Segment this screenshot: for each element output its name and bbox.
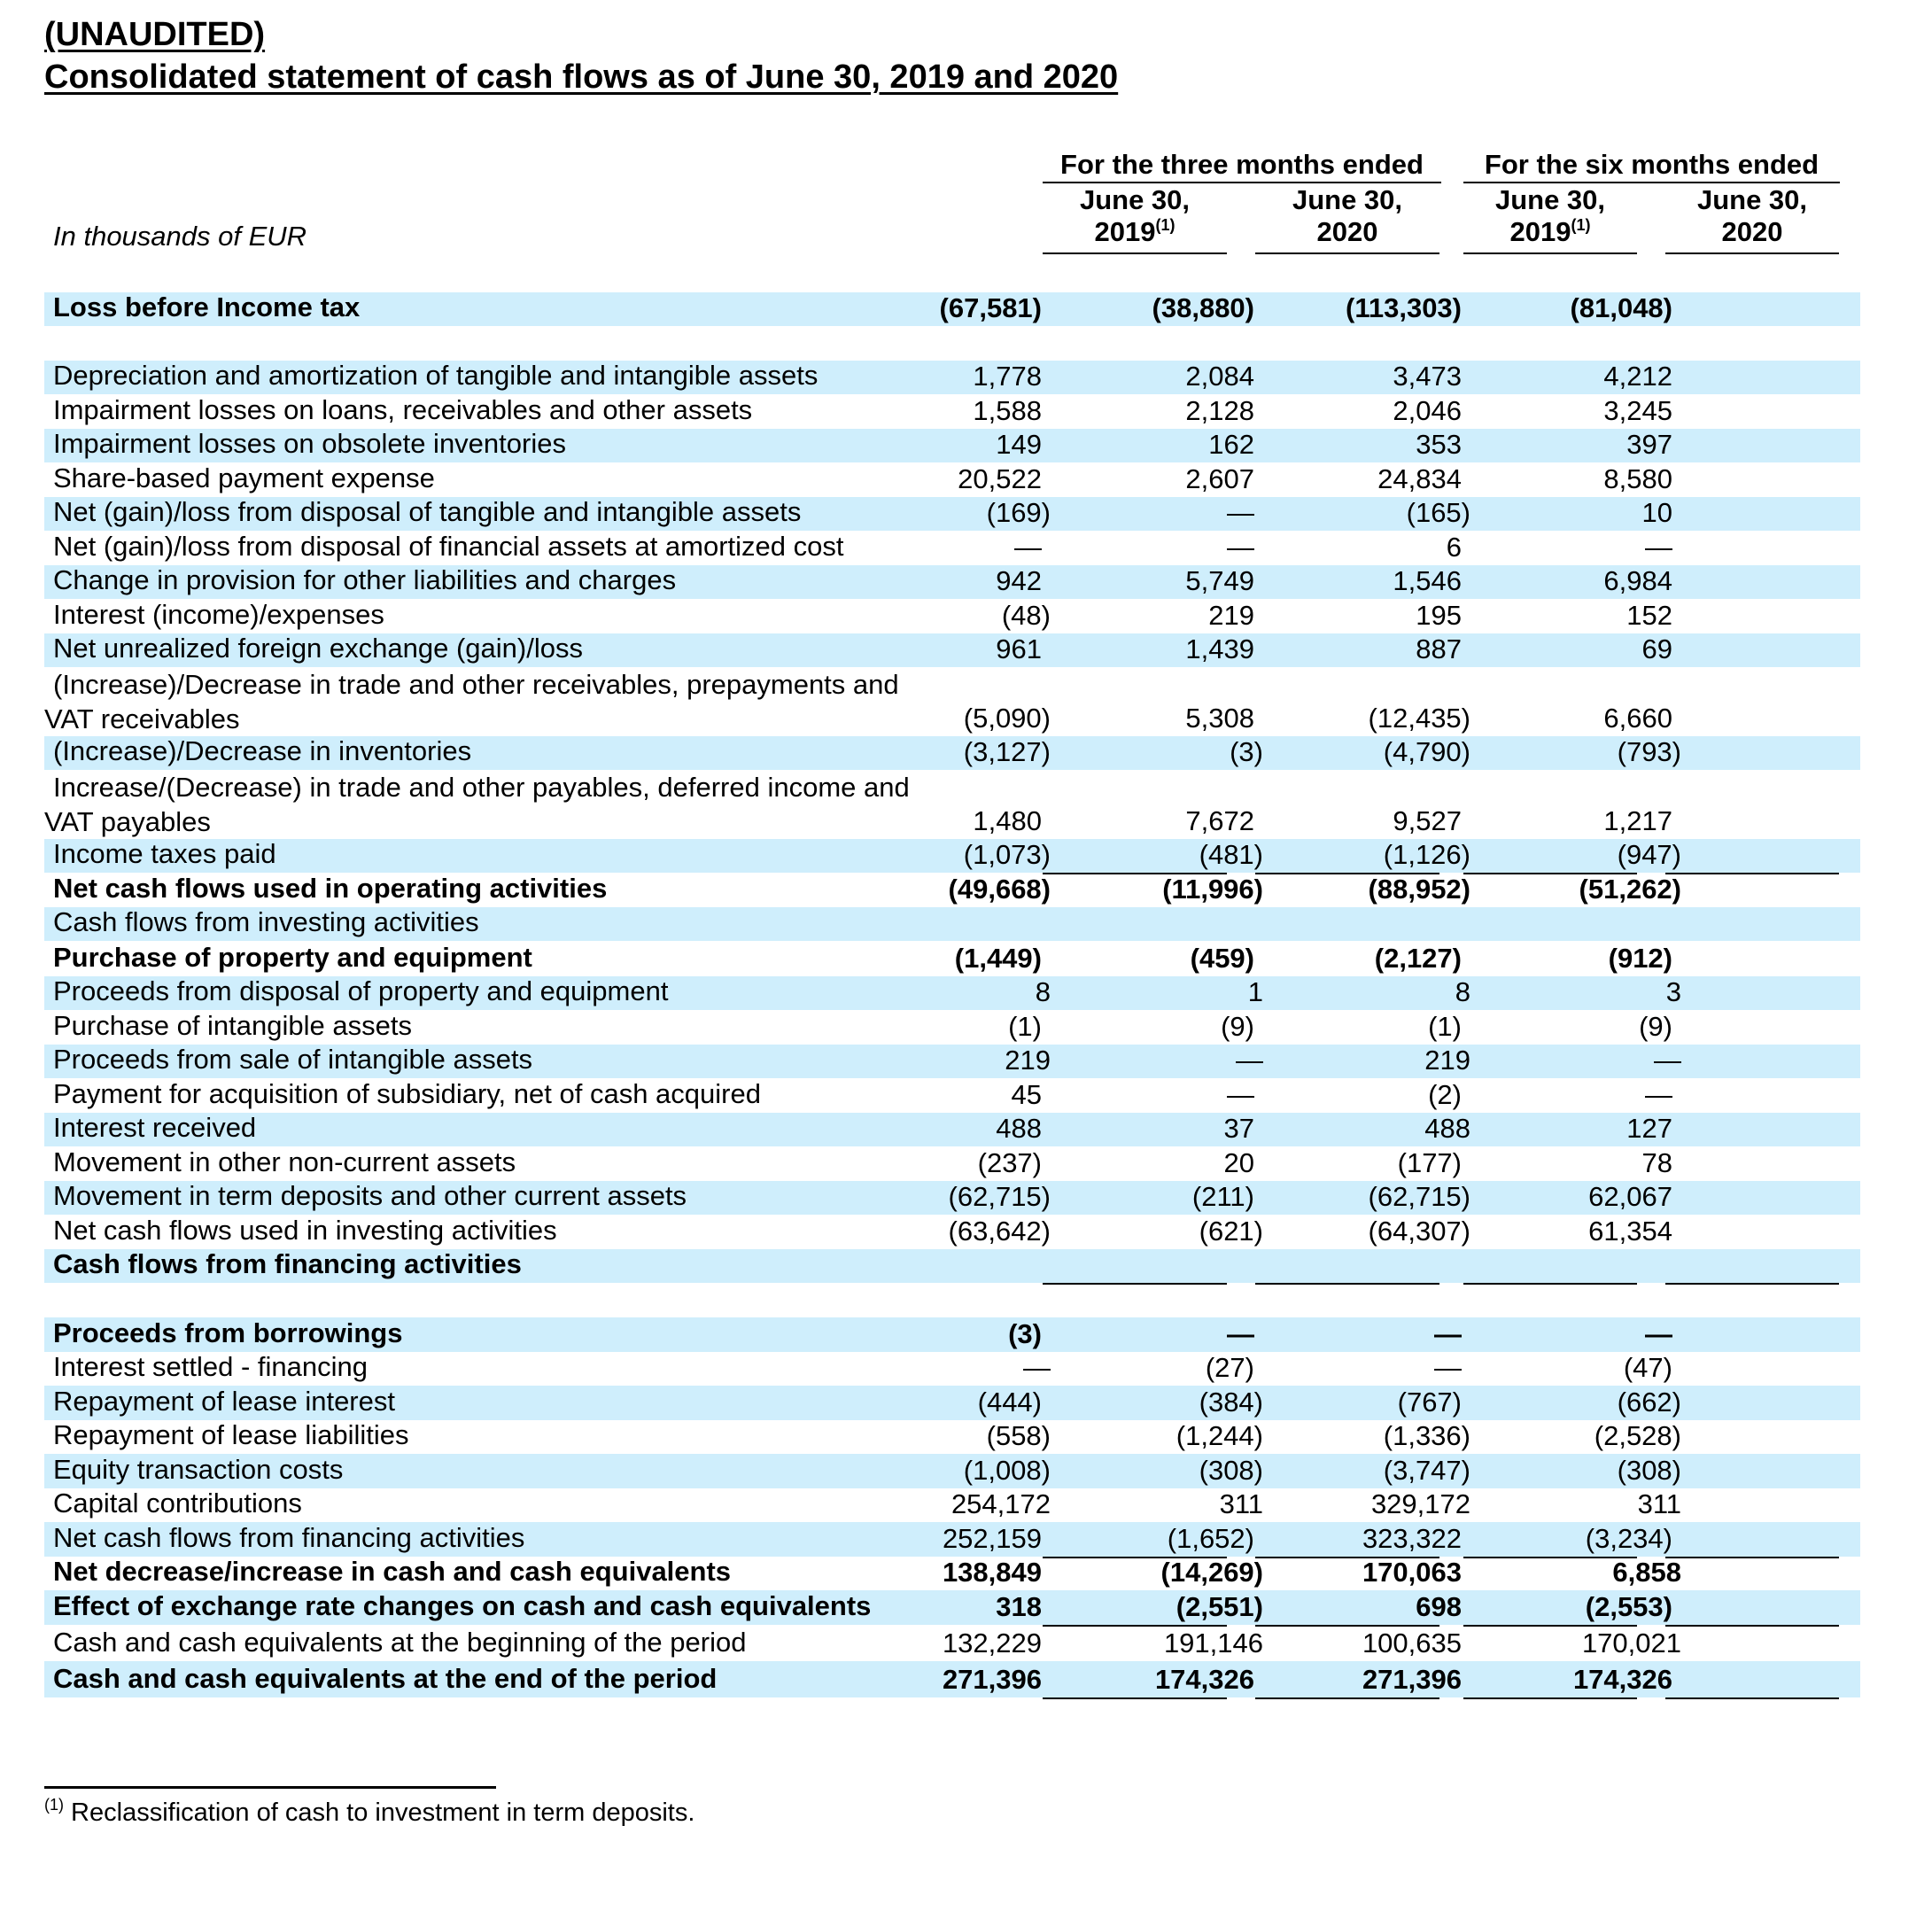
table-row [44,976,1860,1010]
row-label: Net (gain)/loss from disposal of financial assets at amortized cost [53,531,844,562]
footnote: $^{(1)}$ Reclassification of cash to investment in term deposits. [44,1796,695,1827]
cell-col-3: (4,790) [1383,736,1470,767]
cell-col-3: 8 [1455,976,1470,1007]
col-rule [1043,252,1227,254]
cell-col-1: 252,159 [942,1523,1042,1554]
table-row [44,394,1860,429]
table-row [44,1454,1860,1488]
page-title: Consolidated statement of cash flows as of June 30, 2019 and 2020 [44,58,1119,96]
cell-col-1: (169) [986,497,1051,528]
table-row [44,1557,1860,1590]
cell-col-4: 127 [1626,1113,1672,1144]
table-row [44,1010,1860,1045]
cell-col-3: (1) [1428,1011,1462,1042]
cell-col-1: 1,778 [973,361,1042,392]
row-label: Purchase of property and equipment [53,942,532,973]
row-label: Repayment of lease interest [53,1386,395,1417]
col-header-1: June 30, 2019$^{(1)}$ [1079,184,1191,247]
row-label: Proceeds from borrowings [53,1317,403,1348]
cell-col-3: 100,635 [1362,1627,1462,1659]
cell-col-4: 311 [1637,1488,1681,1519]
cell-col-4: (81,048) [1570,292,1672,323]
col-header-2: June 30, 2020 [1292,184,1403,247]
cell-col-3: 329,172 [1370,1488,1470,1519]
cell-col-3: 698 [1416,1591,1462,1622]
cell-col-4: (2,528) [1594,1420,1681,1451]
table-row [44,1249,1860,1283]
cell-col-2: (1,244) [1175,1420,1263,1451]
cell-col-2: (1,652) [1167,1523,1254,1554]
cell-col-4: 397 [1626,429,1672,460]
cell-col-1: (3) [1008,1318,1042,1349]
cell-col-3: 271,396 [1362,1664,1462,1695]
cell-col-4: 3,245 [1603,395,1672,426]
table-row [44,667,1860,736]
table-row [44,633,1860,667]
cell-col-1: — [1023,1352,1051,1383]
row-label: Cash and cash equivalents at the end of the period [53,1663,718,1694]
cell-col-2: (308) [1199,1455,1263,1486]
cell-col-2: (14,269) [1160,1557,1263,1588]
cell-col-1: 1,480 [973,805,1042,836]
cell-col-3: (165) [1406,497,1470,528]
cell-col-3: (64,307) [1368,1216,1470,1247]
table-row [44,1181,1860,1215]
cell-col-2: — [1227,1079,1254,1110]
cell-col-3: 323,322 [1362,1523,1462,1554]
cell-col-4: 1,217 [1603,805,1672,836]
row-label: Depreciation and amortization of tangible and intangible assets [53,360,819,391]
cell-col-3: (3,747) [1383,1455,1470,1486]
cell-col-1: 138,849 [942,1557,1042,1588]
cell-col-3: 887 [1416,633,1462,664]
table-row [44,1078,1860,1113]
cell-col-2: (621) [1199,1216,1263,1247]
total-underline [1665,1283,1839,1285]
unaudited-label: (UNAUDITED) [44,16,266,53]
cell-col-1: (63,642) [948,1216,1051,1247]
header-six-months: For the six months ended [1484,149,1819,180]
row-label: Net (gain)/loss from disposal of tangible and intangible assets [53,496,802,527]
table-row [44,1352,1860,1386]
cell-col-2: 1 [1247,976,1263,1007]
table-row [44,1045,1860,1078]
cell-col-3: 170,063 [1362,1557,1462,1588]
cell-col-2: (11,996) [1162,874,1263,905]
row-label: Net cash flows used in investing activities [53,1215,557,1246]
cell-col-4: (47) [1623,1352,1672,1383]
header-three-months: For the three months ended [1060,149,1424,180]
cell-col-4: 3 [1665,976,1681,1007]
total-underline [1255,1697,1439,1699]
cell-col-1: (558) [986,1420,1051,1451]
cell-col-3: (1,336) [1383,1420,1470,1451]
row-label: Capital contributions [53,1488,302,1519]
cell-col-3: (2) [1428,1079,1462,1110]
row-label: (Increase)/Decrease in inventories [53,735,472,766]
table-row [44,565,1860,599]
cell-col-1: 1,588 [973,395,1042,426]
cell-col-4: — [1645,1079,1672,1110]
units-label: In thousands of EUR [53,221,307,252]
cell-col-2: 174,326 [1154,1664,1254,1695]
col-rule [1463,252,1637,254]
cell-col-2: (211) [1191,1181,1254,1212]
cell-col-1: 318 [996,1591,1042,1622]
cell-col-1: (49,668) [948,874,1051,905]
cell-col-3: 353 [1416,429,1462,460]
cell-col-2: 7,672 [1185,805,1254,836]
cell-col-1: (3,127) [963,736,1051,767]
total-underline [1043,1283,1227,1285]
cell-col-4: (947) [1617,839,1681,870]
cell-col-2: 1,439 [1185,633,1254,664]
table-row [44,1317,1860,1352]
table-row [44,839,1860,873]
table-row [44,361,1860,394]
row-label: Loss before Income tax [53,291,361,322]
row-label: Cash and cash equivalents at the beginning of the period [53,1627,747,1658]
cell-col-1: 8 [1035,976,1051,1007]
cell-col-1: (62,715) [948,1181,1051,1212]
cell-col-4: 152 [1626,600,1672,631]
cell-col-2: 37 [1223,1113,1254,1144]
cell-col-2: (3) [1230,736,1263,767]
cell-col-1: (444) [977,1387,1042,1418]
cell-col-1: (67,581) [939,292,1042,323]
col-rule [1665,252,1839,254]
row-label: Effect of exchange rate changes on cash and cash equivalents [53,1590,872,1621]
footnote-rule [44,1786,496,1789]
row-label: Increase/(Decrease) in trade and other payables, deferred income and VAT payables [44,772,910,837]
total-underline [1665,1697,1839,1699]
table-row [44,873,1860,907]
row-label: Purchase of intangible assets [53,1010,412,1041]
cell-col-1: — [1014,532,1042,563]
cell-col-3: 3,473 [1393,361,1462,392]
table-row [44,462,1860,497]
cell-col-1: (1,073) [963,839,1051,870]
row-label: Net unrealized foreign exchange (gain)/loss [53,633,583,664]
cell-col-3: — [1434,1352,1462,1383]
cell-col-3: 219 [1424,1045,1470,1076]
row-label: Net decrease/increase in cash and cash equivalents [53,1556,732,1587]
table-row [44,1488,1860,1522]
cell-col-4: 62,067 [1588,1181,1672,1212]
cell-col-4: (912) [1608,943,1672,974]
cell-col-1: (5,090) [963,703,1051,734]
row-label: (Increase)/Decrease in trade and other receivables, prepayments and VAT receivables [44,669,899,734]
table-row [44,1661,1860,1697]
cell-col-2: 311 [1219,1488,1263,1519]
row-label: Interest settled - financing [53,1351,368,1382]
table-row [44,1590,1860,1625]
cell-col-3: (12,435) [1368,703,1470,734]
cell-col-3: 6 [1446,532,1462,563]
cell-col-3: (113,303) [1346,292,1462,323]
table-row [44,497,1860,531]
total-underline [1463,1283,1637,1285]
cell-col-3: (2,127) [1374,943,1462,974]
cell-col-4: (3,234) [1585,1523,1672,1554]
total-underline [1255,1283,1439,1285]
table-row [44,531,1860,565]
cell-col-1: (1,008) [963,1455,1051,1486]
table-row [44,942,1860,976]
cell-col-4: 10 [1641,497,1672,528]
cell-col-2: (2,551) [1175,1591,1263,1622]
table-row [44,1215,1860,1249]
table-row [44,292,1860,326]
cell-col-2: 20 [1223,1147,1254,1178]
row-label: Change in provision for other liabilities and charges [53,564,677,595]
cell-col-4: (662) [1617,1387,1681,1418]
cell-col-1: 271,396 [942,1664,1042,1695]
cell-col-2: (9) [1221,1011,1254,1042]
cell-col-2: (38,880) [1152,292,1254,323]
row-label: Impairment losses on obsolete inventories [53,428,566,459]
cell-col-2: — [1227,1318,1254,1349]
cell-col-3: (177) [1397,1147,1462,1178]
cell-col-2: 2,084 [1185,361,1254,392]
cell-col-2: 219 [1208,600,1254,631]
cell-col-4: 6,984 [1603,565,1672,596]
cell-col-1: 488 [996,1113,1042,1144]
cell-col-3: 24,834 [1377,463,1462,494]
row-label: Movement in term deposits and other current assets [53,1180,687,1211]
row-label: Proceeds from disposal of property and equipment [53,975,669,1006]
row-label: Repayment of lease liabilities [53,1419,409,1450]
cell-col-2: — [1236,1045,1263,1076]
cell-col-2: (481) [1199,839,1263,870]
cell-col-4: 4,212 [1603,361,1672,392]
cell-col-1: 132,229 [942,1627,1042,1659]
cell-col-3: 9,527 [1393,805,1462,836]
col-header-3: June 30, 2019$^{(1)}$ [1494,184,1606,247]
cell-col-3: 195 [1416,600,1462,631]
cell-col-4: (308) [1617,1455,1681,1486]
cell-col-3: (88,952) [1368,874,1470,905]
cell-col-1: 254,172 [950,1488,1051,1519]
table-row [44,1113,1860,1146]
cell-col-3: 1,546 [1393,565,1462,596]
cell-col-1: 45 [1011,1079,1042,1110]
cell-col-1: (1) [1008,1011,1042,1042]
row-label: Proceeds from sale of intangible assets [53,1044,533,1075]
cell-col-4: 170,021 [1581,1627,1681,1659]
cell-col-3: (1,126) [1383,839,1470,870]
cell-col-1: 961 [996,633,1042,664]
cell-col-3: 2,046 [1393,395,1462,426]
table-row [44,770,1860,839]
cell-col-1: 942 [996,565,1042,596]
table-row [44,429,1860,462]
cell-col-2: (459) [1190,943,1254,974]
cell-col-2: 5,749 [1185,565,1254,596]
cell-col-2: (384) [1199,1387,1263,1418]
cell-col-4: 61,354 [1588,1216,1672,1247]
row-label: Income taxes paid [53,838,276,869]
table-row [44,1420,1860,1454]
cell-col-1: 219 [1005,1045,1051,1076]
table-row [44,736,1860,770]
row-label: Payment for acquisition of subsidiary, net of cash acquired [53,1078,761,1109]
cell-col-4: — [1645,1318,1672,1349]
table-row [44,907,1860,941]
row-label: Equity transaction costs [53,1454,344,1485]
cell-col-4: 6,660 [1603,703,1672,734]
cell-col-2: 191,146 [1163,1627,1263,1659]
row-label: Cash flows from investing activities [53,906,479,937]
cell-col-4: (9) [1639,1011,1672,1042]
cell-col-1: 149 [996,429,1042,460]
cell-col-2: — [1227,497,1254,528]
total-underline [1463,1697,1637,1699]
row-label: Net cash flows used in operating activities [53,873,608,904]
cell-col-2: — [1227,532,1254,563]
cell-col-2: 162 [1208,429,1254,460]
col-rule [1255,252,1439,254]
row-label: Cash flows from financing activities [53,1248,522,1279]
table-row [44,599,1860,633]
cell-col-2: (27) [1205,1352,1254,1383]
cell-col-2: 2,607 [1185,463,1254,494]
header-rule [1043,182,1441,183]
cell-col-3: — [1434,1318,1462,1349]
cell-col-4: (51,262) [1579,874,1681,905]
table-row [44,1386,1860,1420]
cell-col-4: 78 [1641,1147,1672,1178]
header-rule [1463,182,1840,183]
table-row [44,1625,1860,1661]
cell-col-4: — [1654,1045,1681,1076]
cell-col-1: (48) [1001,600,1051,631]
cell-col-3: 488 [1424,1113,1470,1144]
cell-col-4: 6,858 [1612,1557,1681,1588]
row-label: Interest (income)/expenses [53,599,384,630]
col-header-4: June 30, 2020 [1696,184,1808,247]
total-underline [1043,1697,1227,1699]
row-label: Interest received [53,1112,257,1143]
cell-col-2: 2,128 [1185,395,1254,426]
row-label: Share-based payment expense [53,462,435,493]
row-label: Net cash flows from financing activities [53,1522,525,1553]
table-row [44,1522,1860,1557]
cell-col-1: (1,449) [954,943,1042,974]
cell-col-3: (62,715) [1368,1181,1470,1212]
table-row [44,1146,1860,1181]
row-label: Impairment losses on loans, receivables and other assets [53,394,753,425]
cell-col-4: 174,326 [1572,1664,1672,1695]
cell-col-4: — [1645,532,1672,563]
cell-col-1: (237) [977,1147,1042,1178]
cell-col-1: 20,522 [958,463,1042,494]
cell-col-2: 5,308 [1185,703,1254,734]
row-label: Movement in other non-current assets [53,1146,516,1177]
cell-col-4: 8,580 [1603,463,1672,494]
cell-col-3: (767) [1397,1387,1462,1418]
cell-col-4: 69 [1641,633,1672,664]
cell-col-4: (2,553) [1585,1591,1672,1622]
cell-col-4: (793) [1617,736,1681,767]
